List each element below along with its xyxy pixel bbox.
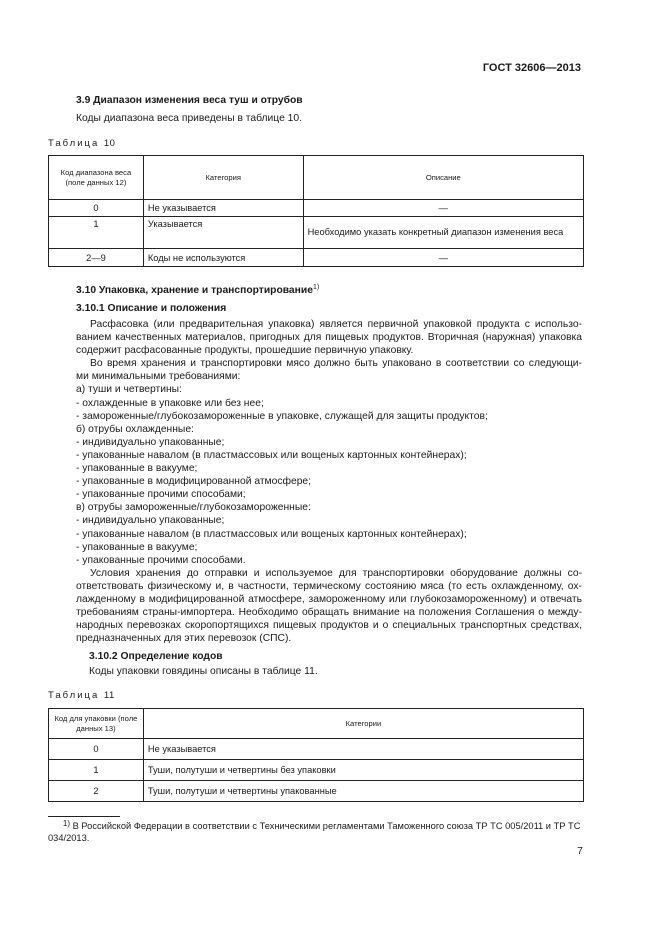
- table-10-caption: [48, 138, 115, 149]
- body-line: требованиям страны-импортера. Необходимо обращать внимание на положения Соглашения о между-: [76, 607, 582, 619]
- page-number: 7: [577, 845, 583, 857]
- table-11-header-row: [49, 709, 584, 739]
- table-11-code-cell: 1: [49, 760, 144, 781]
- table-11-header-category: Категории: [143, 709, 583, 739]
- table-11-category-cell: Туши, полутуши и четвертины без упаковки: [143, 760, 583, 781]
- body-line: ванием качественных материалов, пригодных для пищевых продуктов. Вторичная (наружная) упаковка: [76, 332, 582, 344]
- table-11-code-cell: 0: [49, 739, 144, 760]
- list-item: - индивидуально упакованные;: [76, 436, 225, 448]
- table-10-code-cell: 2—9: [49, 249, 144, 267]
- list-item: - охлажденные в упаковке или без нее;: [76, 397, 264, 409]
- body-line: Расфасовка (или предварительная упаковка) является первичной упаковкой продукта с использо-: [90, 319, 582, 330]
- table-10-description-cell: —: [303, 200, 583, 217]
- section-3-9-heading: 3.9 Диапазон изменения веса туш и отрубов: [76, 95, 303, 106]
- body-line: ми минимальными требованиями:: [76, 371, 241, 383]
- table-10-caption-label: Таблица: [48, 138, 100, 149]
- body-line: содержит расфасованные продукты, прошедшие первичную упаковку.: [76, 345, 414, 357]
- section-3-9-text: Коды диапазона веса приведены в таблице 10.: [76, 113, 302, 124]
- list-item: а) туши и четвертины:: [76, 384, 182, 396]
- list-item: - упакованные в модифицированной атмосфере;: [76, 476, 312, 488]
- table-11-header-code: Код для упаковки (поле данных 13): [49, 709, 144, 739]
- table-row: [49, 200, 584, 217]
- section-3-10-heading: [76, 284, 319, 296]
- table-10-header-code: Код диапазона веса (поле данных 12): [49, 156, 144, 200]
- table-11: [48, 708, 584, 802]
- list-item: - упакованные в вакууме;: [76, 541, 198, 553]
- table-10-header-row: [49, 156, 584, 200]
- table-10-header-category: Категория: [143, 156, 303, 200]
- footnote-text: В Российской Федерации в соответствии с Техническими регламентами Таможенного союза ТР ТС 005/2011 и ТР ТС 034/2013.: [48, 821, 581, 843]
- table-11-category-cell: Не указывается: [143, 739, 583, 760]
- body-line: лажденному в модифицированной атмосфере, замороженному или глубокозамороженному) и отвечать: [76, 593, 582, 605]
- table-10-caption-number: 10: [103, 138, 116, 149]
- table-11-category-cell: Туши, полутуши и четвертины упакованные: [143, 781, 583, 802]
- footnote-mark: 1): [62, 819, 70, 828]
- footnote: [48, 818, 585, 844]
- section-3-10-2-heading: 3.10.2 Определение кодов: [89, 651, 223, 662]
- list-item: - замороженные/глубокозамороженные в упаковке, служащей для защиты продуктов;: [76, 410, 488, 422]
- list-item: - индивидуально упакованные;: [76, 515, 225, 527]
- body-line: предназначенных для этих перевозок (СПС).: [76, 633, 292, 645]
- body-line: народных перевозках скоропортящихся пищевых продуктов и о специальных транспортных средствах,: [76, 620, 582, 632]
- table-10-category-cell: Не указывается: [143, 200, 303, 217]
- table-10-description-cell: —: [303, 249, 583, 267]
- body-line: Во время хранения и транспортировки мясо должно быть упаковано в соответствии со следующи-: [90, 358, 582, 370]
- section-3-10-heading-text: 3.10 Упаковка, хранение и транспортирование: [76, 285, 313, 296]
- table-row: [49, 217, 584, 249]
- list-item: - упакованные прочими способами;: [76, 489, 246, 501]
- footnote-divider: [48, 816, 120, 817]
- table-11-caption-label: Таблица: [48, 690, 100, 701]
- table-row: [49, 781, 584, 802]
- list-item: - упакованные в вакууме;: [76, 463, 198, 475]
- table-row: [49, 760, 584, 781]
- list-item: - упакованные навалом (в пластмассовых или вощеных картонных контейнерах);: [76, 528, 467, 540]
- table-row: [49, 739, 584, 760]
- table-10-code-cell: 0: [49, 200, 144, 217]
- standard-header: ГОСТ 32606—2013: [482, 62, 581, 74]
- table-11-caption-number: 11: [103, 690, 115, 701]
- footnote-reference: 1): [312, 284, 320, 291]
- body-line: Условия хранения до отправки и используемое для транспортировки оборудование должны со-: [90, 567, 582, 579]
- table-row: [49, 249, 584, 267]
- table-11-caption: [48, 690, 115, 701]
- body-line: ответствовать физическому и, в частности, термическому состоянию мяса (то есть охлажденному, ох-: [76, 580, 582, 592]
- table-10: [48, 155, 584, 267]
- table-10-category-cell: Указывается: [143, 217, 303, 249]
- section-3-10-1-body: [76, 318, 582, 645]
- table-11-code-cell: 2: [49, 781, 144, 802]
- list-item: - упакованные прочими способами.: [76, 554, 246, 566]
- table-10-code-cell: 1: [49, 217, 144, 249]
- table-10-header-description: Описание: [303, 156, 583, 200]
- table-10-category-cell: Коды не используются: [143, 249, 303, 267]
- table-10-description-cell: Необходимо указать конкретный диапазон изменения веса: [303, 217, 583, 249]
- section-3-10-2-text: Коды упаковки говядины описаны в таблице 11.: [89, 666, 318, 677]
- list-item: в) отрубы замороженные/глубокозамороженные:: [76, 502, 311, 514]
- section-3-10-1-heading: 3.10.1 Описание и положения: [76, 303, 227, 314]
- list-item: - упакованные навалом (в пластмассовых или вощеных картонных контейнерах);: [76, 449, 467, 461]
- list-item: б) отрубы охлажденные:: [76, 423, 194, 435]
